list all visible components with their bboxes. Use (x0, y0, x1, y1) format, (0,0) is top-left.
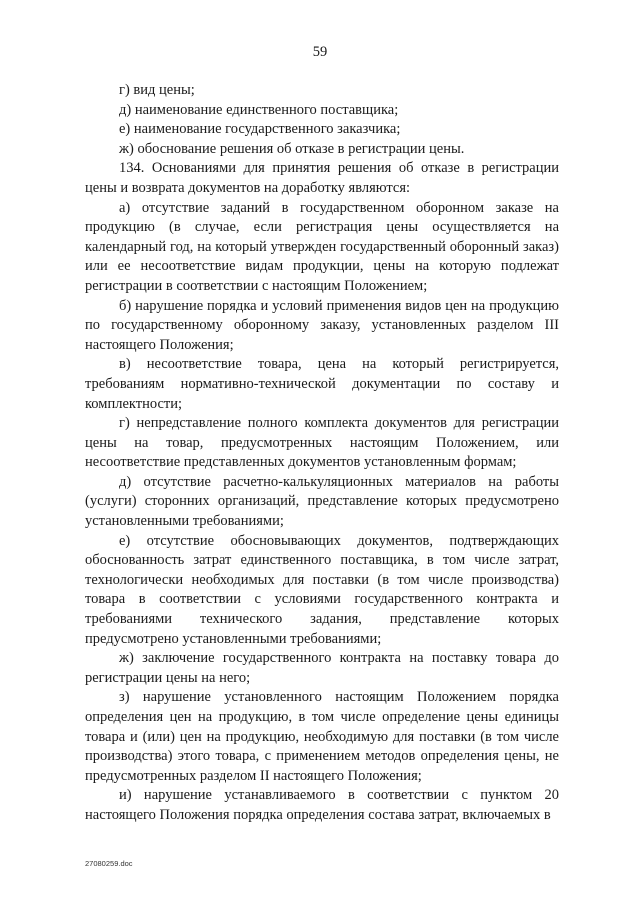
paragraph: а) отсутствие заданий в государственном оборонном заказе на продукцию (в случае, если регистрация цены осуществляется на календарный год, на который утвержден государственный оборонный заказ) или ее несоответствие видам продукции, цены на которую подлежат регистрации в соответствии с настоящим Положением; (85, 199, 559, 294)
page-number: 59 (312, 44, 328, 60)
paragraph: г) вид цены; (119, 82, 195, 98)
paragraph: д) наименование единственного поставщика; (119, 101, 399, 118)
paragraph: е) отсутствие обосновывающих документов, подтверждающих обоснованность затрат единственного поставщика, в том числе затрат, технологически необходимых для поставки (в том числе производства) товара в соответствии с условиями государственного контракта и требованиями технического задания, представление которых предусмотрено установленными требованиями; (85, 532, 559, 647)
paragraph: и) нарушение устанавливаемого в соответствии с пунктом 20 настоящего Положения порядка определения состава затрат, включаемых в (85, 787, 559, 823)
paragraph: г) непредставление полного комплекта документов для регистрации цены на товар, предусмотренных настоящим Положением, или несоответствие представленных документов установленным формам; (85, 415, 559, 471)
paragraph: з) нарушение установленного настоящим Положением порядка определения цен на продукцию, в том числе определение цены единицы товара и (или) цен на продукцию, необходимую для поставки (в том числе производства) этого товара, с применением методов определения цены, не предусмотренных разделом II настоящего Положения; (85, 689, 559, 784)
paragraph: д) отсутствие расчетно-калькуляционных материалов на работы (услуги) сторонних организаций, представление которых предусмотрено установленными требованиями; (85, 473, 559, 530)
paragraph: 134. Основаниями для принятия решения об отказе в регистрации цены и возврата документов на доработку являются: (85, 160, 559, 196)
paragraph: ж) заключение государственного контракта на поставку товара до регистрации цены на него; (85, 650, 559, 686)
paragraph: б) нарушение порядка и условий применения видов цен на продукцию по государственному оборонному заказу, установленных разделом III настоящего Положения; (85, 297, 559, 353)
document-body (85, 81, 559, 826)
paragraph: в) несоответствие товара, цена на который регистрируется, требованиям нормативно-технической документации по составу и комплектности; (85, 356, 559, 412)
paragraph: е) наименование государственного заказчика; (119, 121, 401, 138)
file-name-footer: 27080259.doc (85, 859, 133, 868)
paragraph: ж) обоснование решения об отказе в регистрации цены. (119, 140, 465, 157)
